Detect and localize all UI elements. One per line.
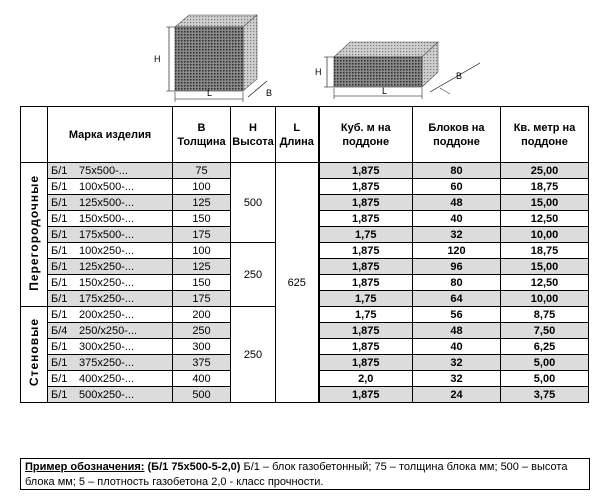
- header-length: L Длина: [276, 107, 319, 163]
- large-block-diagram: [145, 4, 305, 106]
- cell-thickness: 300: [173, 339, 231, 355]
- cell-blocks: 32: [413, 355, 501, 371]
- cell-height-merged: 250: [231, 307, 276, 403]
- cell-thickness: 75: [173, 163, 231, 179]
- group-header-empty: [21, 107, 48, 163]
- cell-height-merged: 250: [231, 243, 276, 307]
- cell-cubic: 1,875: [319, 243, 413, 259]
- cell-sqm: 12,50: [501, 275, 589, 291]
- cell-blocks: 40: [413, 339, 501, 355]
- cell-sqm: 15,00: [501, 259, 589, 275]
- cell-thickness: 175: [173, 291, 231, 307]
- header-thickness: B Толщина: [173, 107, 231, 163]
- header-height: H Высота: [231, 107, 276, 163]
- cell-cubic: 1,875: [319, 275, 413, 291]
- cell-blocks: 80: [413, 275, 501, 291]
- large-l-label: L: [207, 88, 213, 98]
- cell-thickness: 100: [173, 179, 231, 195]
- cell-sqm: 5,00: [501, 355, 589, 371]
- cell-cubic: 1,75: [319, 307, 413, 323]
- cell-blocks: 32: [413, 227, 501, 243]
- cell-cubic: 1,875: [319, 387, 413, 403]
- group-partition: Перегородочные: [21, 163, 48, 307]
- cell-sqm: 8,75: [501, 307, 589, 323]
- cell-mark: Б/1 100х500-...: [48, 179, 173, 195]
- cell-mark: Б/1 375х250-...: [48, 355, 173, 371]
- cell-thickness: 150: [173, 211, 231, 227]
- cell-blocks: 24: [413, 387, 501, 403]
- cell-cubic: 1,875: [319, 211, 413, 227]
- cell-mark: Б/1 200х250-...: [48, 307, 173, 323]
- small-h-label: H: [315, 67, 322, 77]
- cell-cubic: 1,875: [319, 179, 413, 195]
- cell-sqm: 10,00: [501, 227, 589, 243]
- block-specification-table: [20, 106, 589, 403]
- note-label: Пример обозначения:: [25, 461, 145, 473]
- small-block-diagram: [310, 30, 500, 102]
- cell-cubic: 2,0: [319, 371, 413, 387]
- cell-thickness: 125: [173, 259, 231, 275]
- header-cubic-meters: Куб. м на поддоне: [319, 107, 413, 163]
- cell-sqm: 6,25: [501, 339, 589, 355]
- cell-sqm: 7,50: [501, 323, 589, 339]
- cell-mark: Б/1 125х250-...: [48, 259, 173, 275]
- cell-thickness: 250: [173, 323, 231, 339]
- cell-length-merged: 625: [276, 163, 319, 403]
- small-b-label: B: [456, 71, 463, 81]
- cell-cubic: 1,875: [319, 339, 413, 355]
- cell-mark: Б/1 400х250-...: [48, 371, 173, 387]
- cell-sqm: 15,00: [501, 195, 589, 211]
- cell-sqm: 18,75: [501, 179, 589, 195]
- cell-mark: Б/4 250/х250-...: [48, 323, 173, 339]
- cell-mark: Б/1 150х250-...: [48, 275, 173, 291]
- cell-thickness: 500: [173, 387, 231, 403]
- cell-thickness: 100: [173, 243, 231, 259]
- header-blocks-count: Блоков на поддоне: [413, 107, 501, 163]
- cell-blocks: 48: [413, 323, 501, 339]
- cell-sqm: 5,00: [501, 371, 589, 387]
- large-b-label: B: [266, 88, 273, 98]
- cell-mark: Б/1 500х250-...: [48, 387, 173, 403]
- note-text: Б/1 – блок газобетонный; 75 – толщина блока мм; 500 – высота блока мм; 5 – плотность газобетона 2,0 - класс прочности.: [25, 461, 568, 488]
- large-h-label: H: [154, 54, 161, 64]
- group-wall: Стеновые: [21, 307, 48, 403]
- cell-blocks: 56: [413, 307, 501, 323]
- small-l-label: L: [382, 86, 388, 96]
- cell-blocks: 32: [413, 371, 501, 387]
- cell-cubic: 1,875: [319, 355, 413, 371]
- cell-blocks: 60: [413, 179, 501, 195]
- cell-mark: Б/1 175х250-...: [48, 291, 173, 307]
- cell-mark: Б/1 75х500-...: [48, 163, 173, 179]
- cell-cubic: 1,75: [319, 227, 413, 243]
- cell-thickness: 125: [173, 195, 231, 211]
- cell-cubic: 1,875: [319, 323, 413, 339]
- cell-sqm: 18,75: [501, 243, 589, 259]
- cell-thickness: 175: [173, 227, 231, 243]
- cell-thickness: 150: [173, 275, 231, 291]
- cell-sqm: 12,50: [501, 211, 589, 227]
- cell-blocks: 48: [413, 195, 501, 211]
- cell-blocks: 64: [413, 291, 501, 307]
- cell-cubic: 1,875: [319, 259, 413, 275]
- cell-mark: Б/1 150х500-...: [48, 211, 173, 227]
- cell-sqm: 10,00: [501, 291, 589, 307]
- cell-sqm: 3,75: [501, 387, 589, 403]
- cell-mark: Б/1 125х500-...: [48, 195, 173, 211]
- note-code: (Б/1 75х500-5-2,0): [147, 461, 241, 473]
- header-square-meters: Кв. метр на поддоне: [501, 107, 589, 163]
- cell-blocks: 80: [413, 163, 501, 179]
- cell-thickness: 400: [173, 371, 231, 387]
- cell-mark: Б/1 300х250-...: [48, 339, 173, 355]
- designation-example-note: [20, 458, 590, 490]
- cell-cubic: 1,875: [319, 163, 413, 179]
- cell-sqm: 25,00: [501, 163, 589, 179]
- table-row: [21, 163, 589, 179]
- cell-blocks: 120: [413, 243, 501, 259]
- cell-thickness: 200: [173, 307, 231, 323]
- cell-mark: Б/1 100х250-...: [48, 243, 173, 259]
- table-header-row: [21, 107, 589, 163]
- cell-blocks: 40: [413, 211, 501, 227]
- cell-mark: Б/1 175х500-...: [48, 227, 173, 243]
- cell-cubic: 1,75: [319, 291, 413, 307]
- cell-thickness: 375: [173, 355, 231, 371]
- cell-cubic: 1,875: [319, 195, 413, 211]
- cell-height-merged: 500: [231, 163, 276, 243]
- header-mark: Марка изделия: [48, 107, 173, 163]
- cell-blocks: 96: [413, 259, 501, 275]
